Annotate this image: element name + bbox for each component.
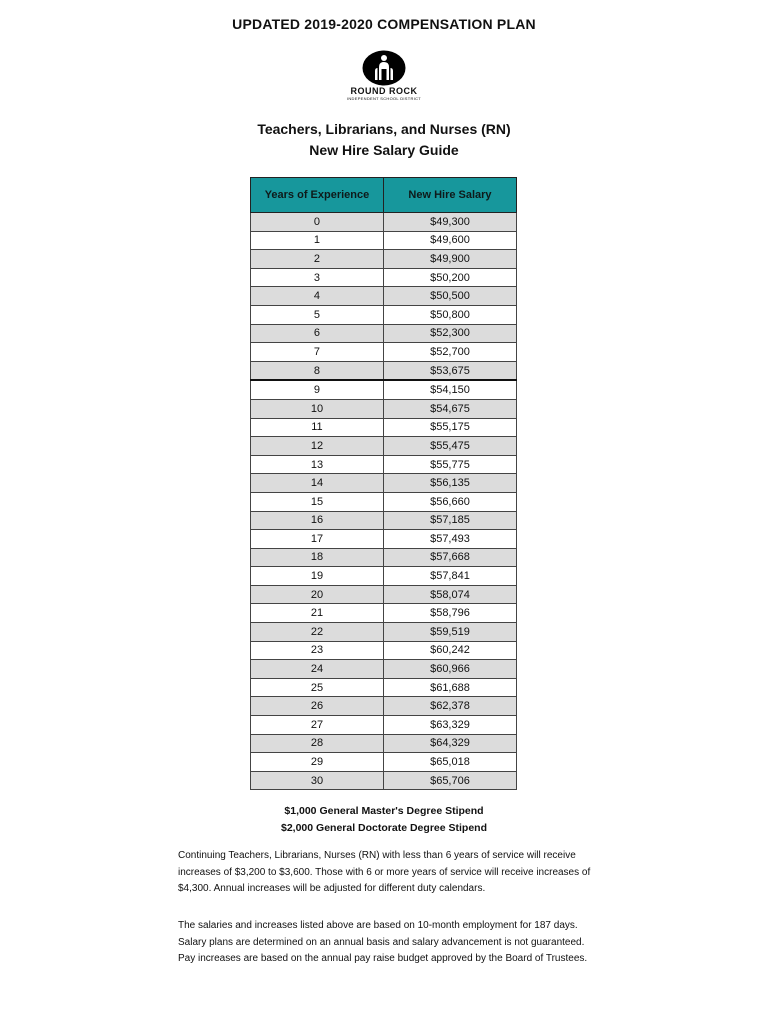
salary-table	[250, 177, 517, 790]
table-row	[251, 380, 517, 399]
table-row	[251, 287, 517, 306]
table-row	[251, 418, 517, 437]
salary-cell: $56,660	[383, 492, 516, 511]
years-cell: 5	[251, 305, 384, 324]
table-row	[251, 641, 517, 660]
years-cell: 0	[251, 213, 384, 232]
years-cell: 16	[251, 511, 384, 530]
column-header-salary: New Hire Salary	[383, 178, 516, 213]
table-row	[251, 437, 517, 456]
years-cell: 7	[251, 343, 384, 362]
table-row	[251, 399, 517, 418]
column-header-years: Years of Experience	[251, 178, 384, 213]
salary-cell: $62,378	[383, 697, 516, 716]
salary-cell: $60,242	[383, 641, 516, 660]
years-cell: 14	[251, 474, 384, 493]
table-row	[251, 213, 517, 232]
salary-cell: $52,300	[383, 324, 516, 343]
years-cell: 4	[251, 287, 384, 306]
table-row	[251, 324, 517, 343]
salary-cell: $57,185	[383, 511, 516, 530]
doctorate-stipend: $2,000 General Doctorate Degree Stipend	[281, 822, 487, 834]
years-cell: 8	[251, 361, 384, 380]
table-row	[251, 678, 517, 697]
table-row	[251, 511, 517, 530]
table-row	[251, 697, 517, 716]
table-row	[251, 567, 517, 586]
salary-cell: $61,688	[383, 678, 516, 697]
salary-cell: $57,841	[383, 567, 516, 586]
salary-cell: $59,519	[383, 623, 516, 642]
salary-cell: $57,668	[383, 548, 516, 567]
table-row	[251, 771, 517, 790]
table-row	[251, 548, 517, 567]
years-cell: 15	[251, 492, 384, 511]
years-cell: 10	[251, 399, 384, 418]
table-row	[251, 250, 517, 269]
years-cell: 26	[251, 697, 384, 716]
years-cell: 27	[251, 716, 384, 735]
years-cell: 30	[251, 771, 384, 790]
years-cell: 2	[251, 250, 384, 269]
round-rock-emblem-icon	[362, 50, 406, 86]
years-cell: 28	[251, 734, 384, 753]
salary-cell: $65,018	[383, 753, 516, 772]
salary-cell: $58,074	[383, 585, 516, 604]
table-row	[251, 753, 517, 772]
years-cell: 29	[251, 753, 384, 772]
salary-cell: $50,500	[383, 287, 516, 306]
years-cell: 9	[251, 380, 384, 399]
salary-cell: $55,475	[383, 437, 516, 456]
table-row	[251, 660, 517, 679]
years-cell: 17	[251, 530, 384, 549]
years-cell: 25	[251, 678, 384, 697]
years-cell: 24	[251, 660, 384, 679]
years-cell: 3	[251, 268, 384, 287]
guide-heading-line1: Teachers, Librarians, and Nurses (RN)	[257, 121, 511, 137]
table-row	[251, 530, 517, 549]
salary-cell: $63,329	[383, 716, 516, 735]
table-row	[251, 455, 517, 474]
salary-cell: $50,800	[383, 305, 516, 324]
years-cell: 6	[251, 324, 384, 343]
district-logo	[334, 50, 434, 104]
salary-basis-paragraph: The salaries and increases listed above are based on 10-month employment for 187 days. Salary plans are determined on an annual basis and salary advancement is not guaranteed. Pay increases are based on the annual pay raise budget approved by the Board of Trustees.	[178, 920, 588, 964]
table-row	[251, 474, 517, 493]
table-row	[251, 623, 517, 642]
salary-table-body	[251, 213, 517, 790]
years-cell: 11	[251, 418, 384, 437]
table-row	[251, 305, 517, 324]
masters-stipend: $1,000 General Master's Degree Stipend	[284, 805, 484, 817]
years-cell: 22	[251, 623, 384, 642]
table-header-row	[251, 178, 517, 213]
logo-name: ROUND ROCK	[350, 86, 418, 96]
salary-cell: $50,200	[383, 268, 516, 287]
salary-cell: $49,600	[383, 231, 516, 250]
salary-cell: $60,966	[383, 660, 516, 679]
table-row	[251, 268, 517, 287]
years-cell: 12	[251, 437, 384, 456]
document-title: UPDATED 2019-2020 COMPENSATION PLAN	[232, 16, 536, 32]
salary-cell: $49,300	[383, 213, 516, 232]
salary-cell: $54,150	[383, 380, 516, 399]
years-cell: 20	[251, 585, 384, 604]
salary-cell: $54,675	[383, 399, 516, 418]
table-row	[251, 492, 517, 511]
salary-cell: $55,175	[383, 418, 516, 437]
years-cell: 1	[251, 231, 384, 250]
salary-cell: $55,775	[383, 455, 516, 474]
salary-cell: $57,493	[383, 530, 516, 549]
table-row	[251, 343, 517, 362]
years-cell: 19	[251, 567, 384, 586]
guide-heading-line2: New Hire Salary Guide	[309, 142, 459, 158]
years-cell: 21	[251, 604, 384, 623]
years-cell: 18	[251, 548, 384, 567]
years-cell: 23	[251, 641, 384, 660]
salary-cell: $65,706	[383, 771, 516, 790]
table-row	[251, 604, 517, 623]
logo-subtitle: INDEPENDENT SCHOOL DISTRICT	[346, 96, 422, 101]
salary-cell: $53,675	[383, 361, 516, 380]
table-row	[251, 585, 517, 604]
continuing-increase-paragraph: Continuing Teachers, Librarians, Nurses (RN) with less than 6 years of service will receive increases of $3,200 to $3,600. Those with 6 or more years of service will receive increases of $4,300. Annual increases will be adjusted for different duty calendars.	[178, 850, 591, 894]
table-row	[251, 734, 517, 753]
salary-cell: $64,329	[383, 734, 516, 753]
table-row	[251, 231, 517, 250]
years-cell: 13	[251, 455, 384, 474]
salary-cell: $58,796	[383, 604, 516, 623]
table-row	[251, 716, 517, 735]
salary-cell: $56,135	[383, 474, 516, 493]
salary-cell: $49,900	[383, 250, 516, 269]
table-row	[251, 361, 517, 380]
salary-cell: $52,700	[383, 343, 516, 362]
